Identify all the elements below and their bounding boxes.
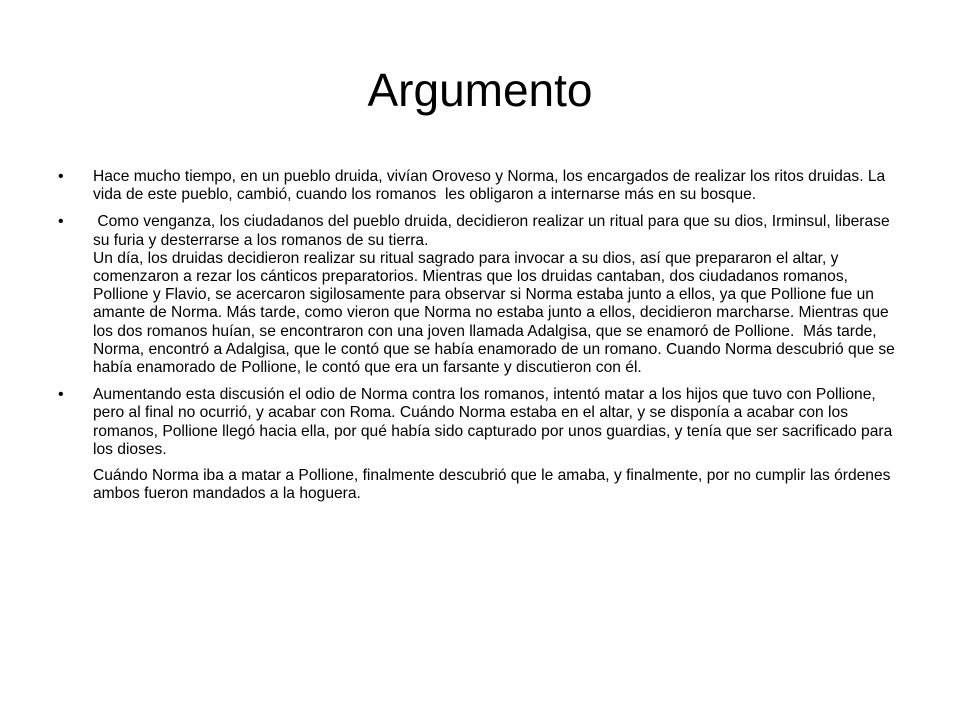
bullet-item-2: [58, 213, 904, 377]
bullet-item-3: [58, 386, 904, 459]
bullet-2-paragraph-2: Un día, los druidas decidieron realizar su ritual sagrado para invocar a su dios, así que prepararon el altar, y comenzaron a rezar los cánticos preparatorios. Mientras que los druidas cantaban, dos ciudadanos romanos, Pollione y Flavio, se acercaron sigilosamente para observar si Norma estaba junto a ellos, ya que Pollione fue un amante de Norma. Más tarde, como vieron que Norma no estaba junto a ellos, decidieron marcharse. Mientras que los dos romanos huían, se encontraron con una joven llamada Adalgisa, que se enamoró de Pollione. Más tarde, Norma, encontró a Adalgisa, que le contó que se había enamorado de un romano. Cuando Norma descubrió que se había enamorado de Pollione, le contó que era un farsante y discutieron con él.: [93, 249, 900, 377]
bullet-2-paragraph-1: Como venganza, los ciudadanos del pueblo druida, decidieron realizar un ritual para que su dios, Irminsul, liberase su furia y desterrarse a los romanos de su tierra.: [93, 213, 894, 249]
slide-content: [58, 168, 904, 503]
bullet-dot-icon: •: [58, 213, 64, 231]
slide-title: Argumento: [367, 64, 593, 116]
bullet-dot-icon: •: [58, 168, 64, 185]
bullet-1-paragraph-1: Hace mucho tiempo, en un pueblo druida, vivían Oroveso y Norma, los encargados de realizar los ritos druidas. La vida de este pueblo, cambió, cuando los romanos les obligaron a internarse más en su bosque.: [93, 168, 890, 204]
bullet-item-1: [58, 168, 904, 204]
bullet-dot-icon: •: [58, 386, 64, 404]
bullet-3-paragraph-1: Aumentando esta discusión el odio de Norma contra los romanos, intentó matar a los hijos que tuvo con Pollione, pero al final no ocurrió, y acabar con Roma. Cuándo Norma estaba en el altar, y se disponía a acabar con los romanos, Pollione llegó hacia ella, por qué había sido capturado por unos guardias, y tenía que ser sacrificado para los dioses.: [93, 386, 897, 458]
trailing-paragraph: Cuándo Norma iba a matar a Pollione, finalmente descubrió que le amaba, y finalmente, por no cumplir las órdenes ambos fueron mandados a la hoguera.: [93, 467, 895, 503]
